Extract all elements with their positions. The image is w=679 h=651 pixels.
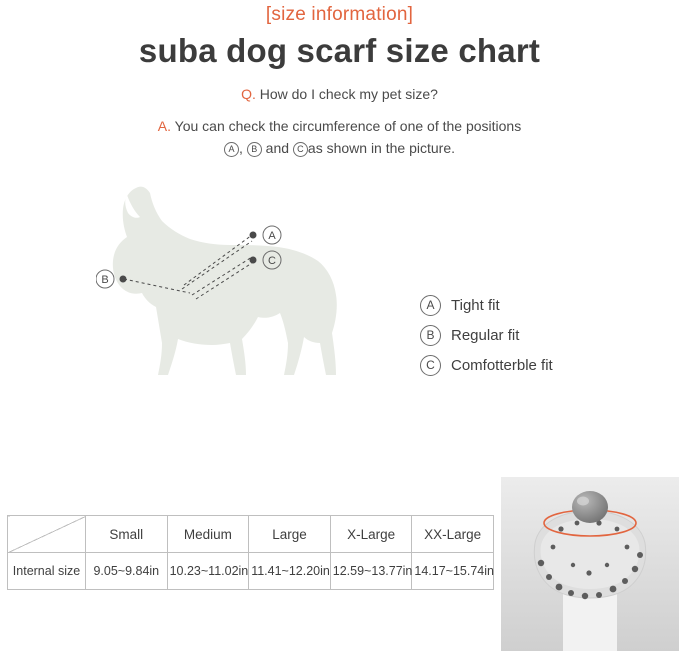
question-mark: Q. (241, 86, 256, 102)
legend-item-b (420, 325, 553, 346)
legend-item-c (420, 355, 553, 376)
dog-silhouette-icon (96, 183, 426, 413)
callout-label-c: C (268, 255, 276, 268)
cell-small: 9.05~9.84in (86, 553, 168, 590)
answer-text-1: You can check the circumference of one of the positions (174, 118, 522, 134)
question-text: How do I check my pet size? (259, 86, 438, 102)
legend-label-a: Tight fit (451, 297, 500, 314)
header (0, 0, 679, 159)
legend-item-a (420, 295, 553, 316)
column-header-small: Small (86, 516, 168, 553)
table-corner-cell (8, 516, 86, 553)
inline-marker-b-icon: B (247, 142, 262, 157)
page-title: suba dog scarf size chart (138, 32, 541, 69)
fit-legend (420, 295, 553, 385)
callout-label-b: B (101, 274, 109, 287)
callout-label-a: A (268, 230, 276, 243)
cell-xxlarge: 14.17~15.74in (412, 553, 494, 590)
legend-marker-a-icon: A (420, 295, 441, 316)
table-row (8, 553, 494, 590)
legend-label-c: Comfotterble fit (451, 357, 553, 374)
answer-mark: A. (157, 118, 171, 134)
answer-text-2: as shown in the picture. (307, 139, 455, 156)
dog-illustration (0, 181, 679, 441)
column-header-xxlarge: XX-Large (412, 516, 494, 553)
legend-label-b: Regular fit (451, 327, 520, 344)
kicker-text: [size information] (265, 4, 414, 25)
cell-large: 11.41~12.20in (249, 553, 331, 590)
answer-line (130, 116, 550, 159)
inline-marker-a-icon: A (224, 142, 239, 157)
column-header-xlarge: X-Large (330, 516, 412, 553)
row-label-internal-size: Internal size (8, 553, 86, 590)
cell-medium: 10.23~11.02in (167, 553, 249, 590)
inline-marker-c-icon: C (293, 142, 308, 157)
cell-xlarge: 12.59~13.77in (330, 553, 412, 590)
answer-and: and (265, 139, 290, 156)
answer-comma: , (238, 139, 243, 156)
question-line (0, 86, 679, 102)
table-header-row (8, 516, 494, 553)
product-photo-image (501, 477, 679, 651)
product-photo (501, 477, 679, 651)
column-header-large: Large (249, 516, 331, 553)
size-table (7, 515, 494, 590)
legend-marker-b-icon: B (420, 325, 441, 346)
size-table-wrapper (7, 515, 494, 590)
column-header-medium: Medium (167, 516, 249, 553)
legend-marker-c-icon: C (420, 355, 441, 376)
